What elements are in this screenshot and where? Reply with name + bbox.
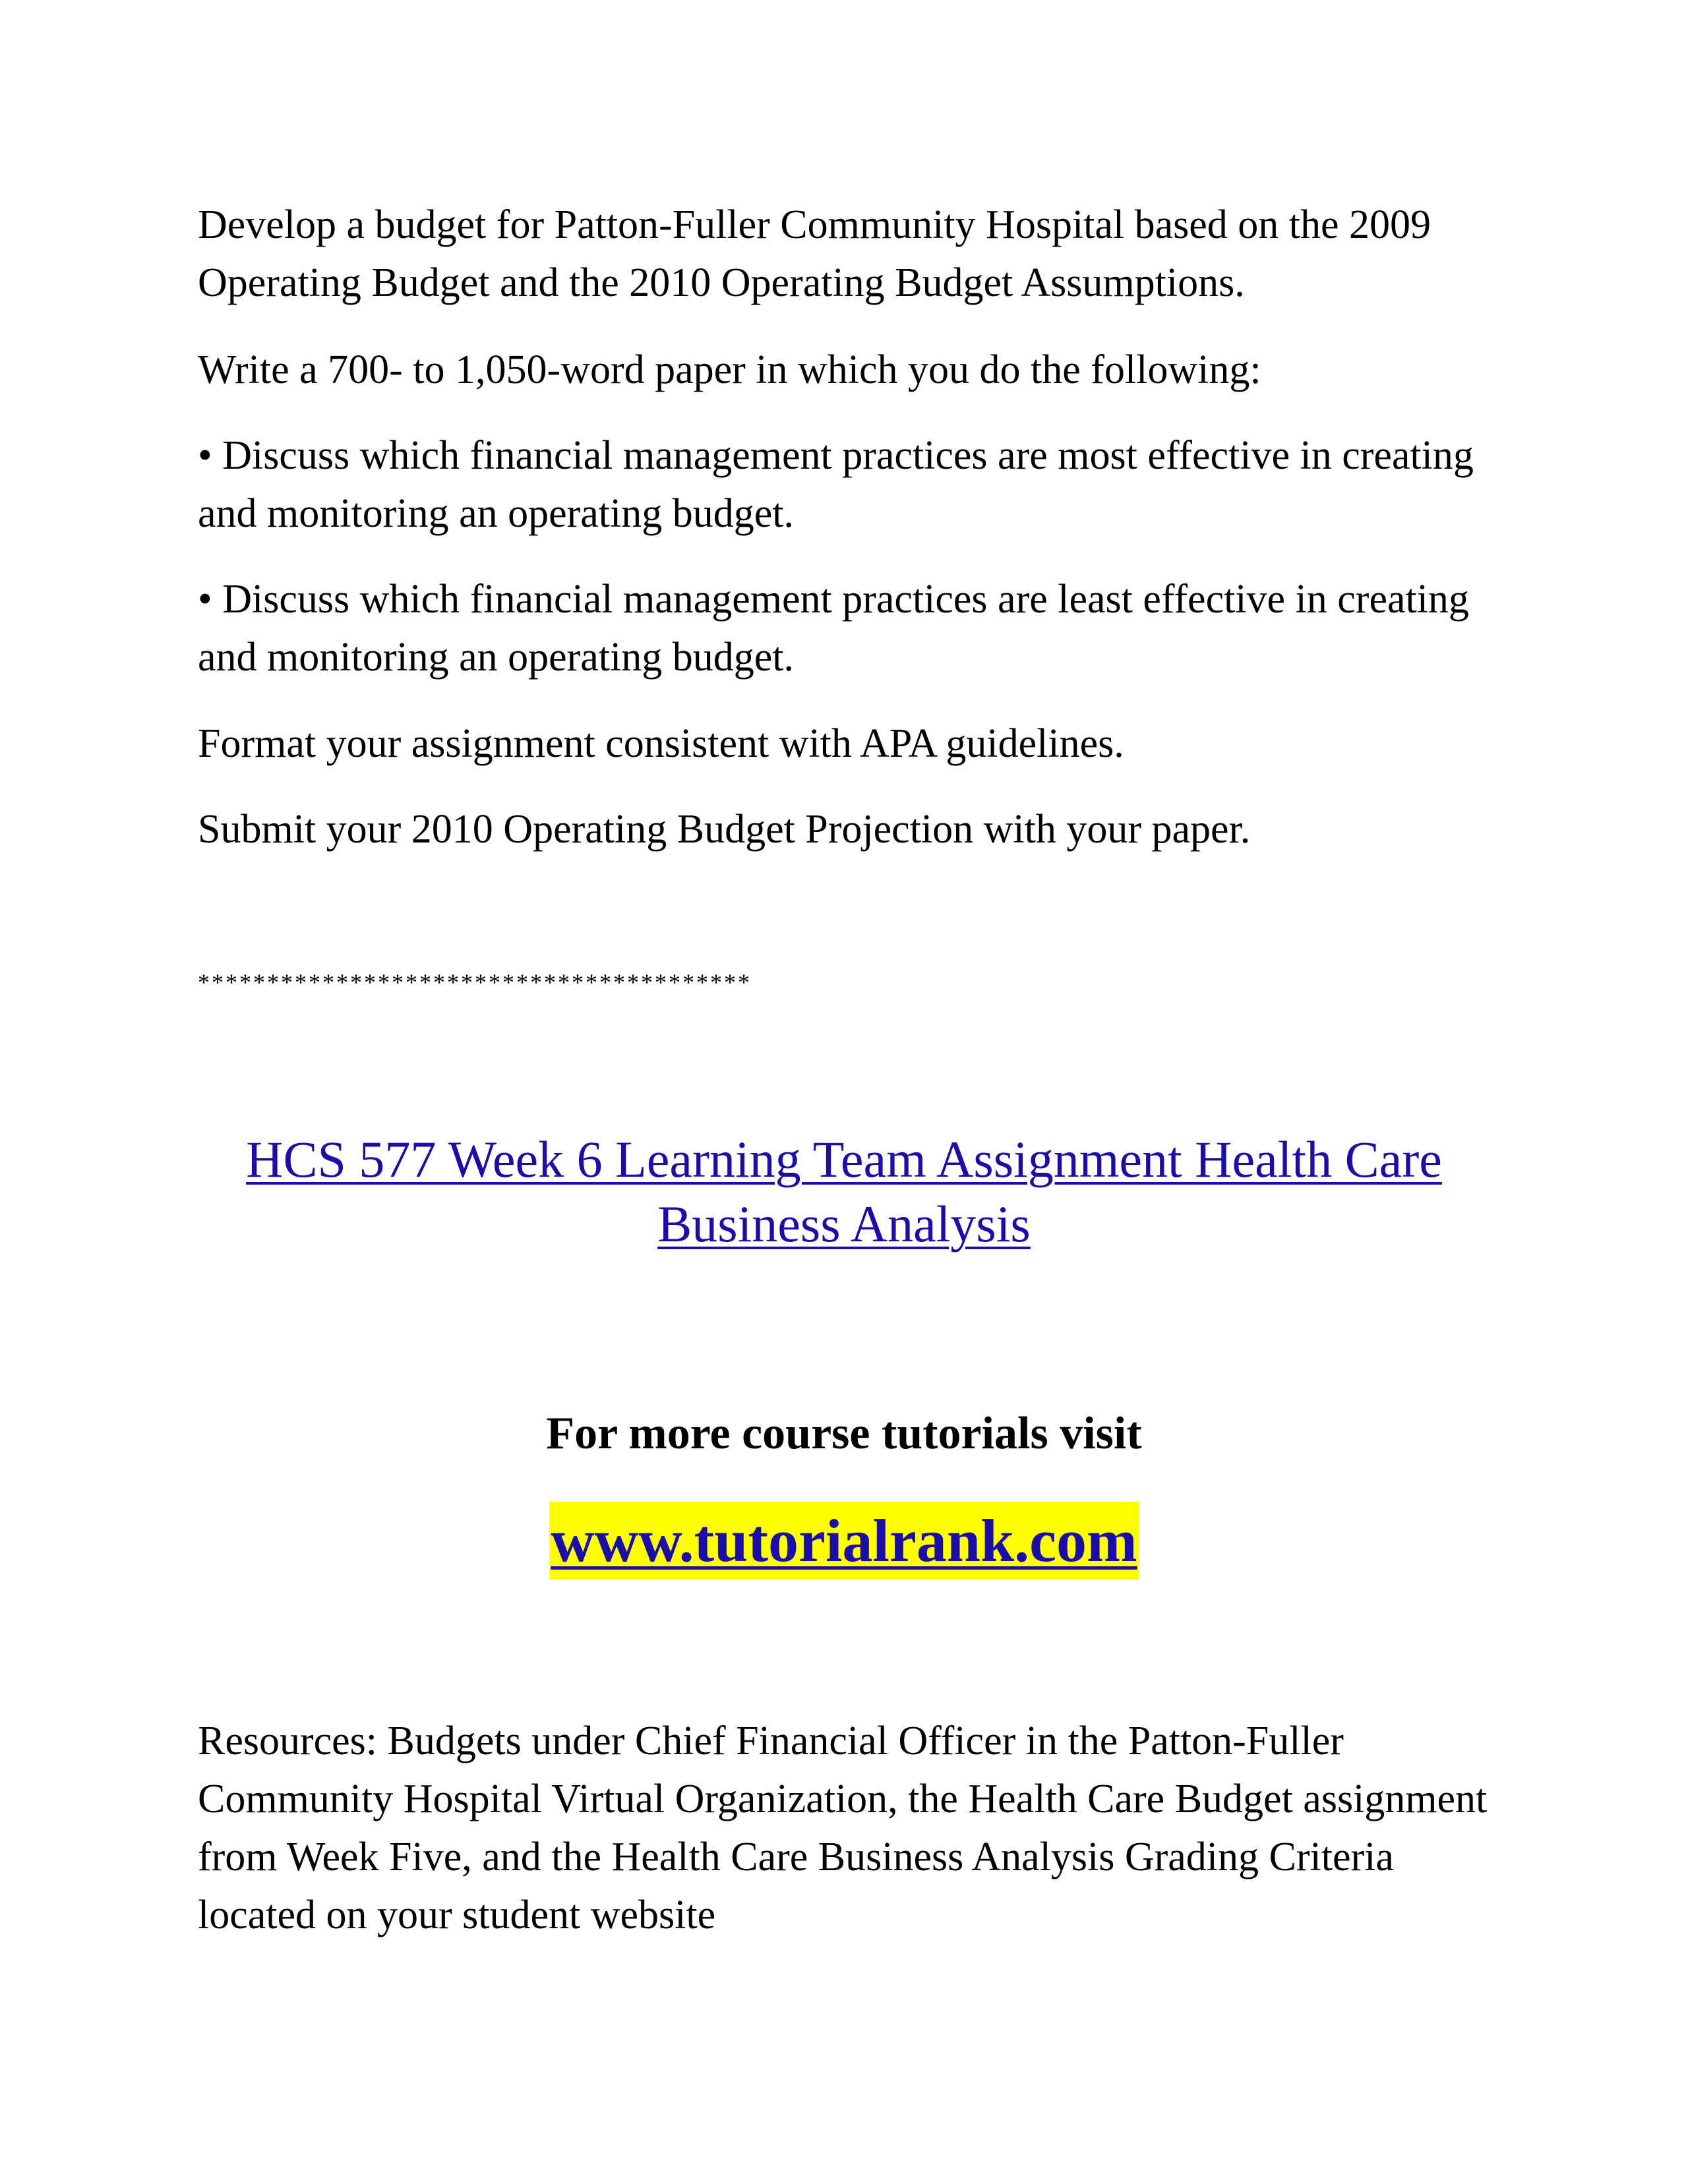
bullet-least-effective: • Discuss which financial management practices are least effective in creating and monitoring an operating budget.: [198, 577, 1469, 680]
resources-paragraph: Resources: Budgets under Chief Financial Officer in the Patton-Fuller Community Hospital Virtual Organization, the Health Care Budget assignment from Week Five, and the Health Care Business Analysis Grading Criteria located on your student website: [198, 1719, 1488, 1937]
intro-paragraph: Develop a budget for Patton-Fuller Community Hospital based on the 2009 Operating Budget and the 2010 Operating Budget Assumptions.: [198, 202, 1432, 305]
tutorialrank-link[interactable]: www.tutorialrank.com: [549, 1502, 1138, 1579]
format-note: Format your assignment consistent with APA guidelines.: [198, 721, 1124, 766]
submit-note: Submit your 2010 Operating Budget Projection with your paper.: [198, 807, 1251, 852]
promo-link-wrapper: [0, 1502, 1688, 1579]
next-assignment-link[interactable]: HCS 577 Week 6 Learning Team Assignment Health Care Business Analysis: [246, 1131, 1442, 1253]
bullet-most-effective: • Discuss which financial management practices are most effective in creating and monitoring an operating budget.: [198, 433, 1474, 536]
promo-heading: For more course tutorials visit: [546, 1408, 1142, 1459]
separator-stars: ****************************************: [198, 969, 752, 995]
write-prompt-paragraph: Write a 700- to 1,050-word paper in which you do the following:: [198, 347, 1261, 392]
